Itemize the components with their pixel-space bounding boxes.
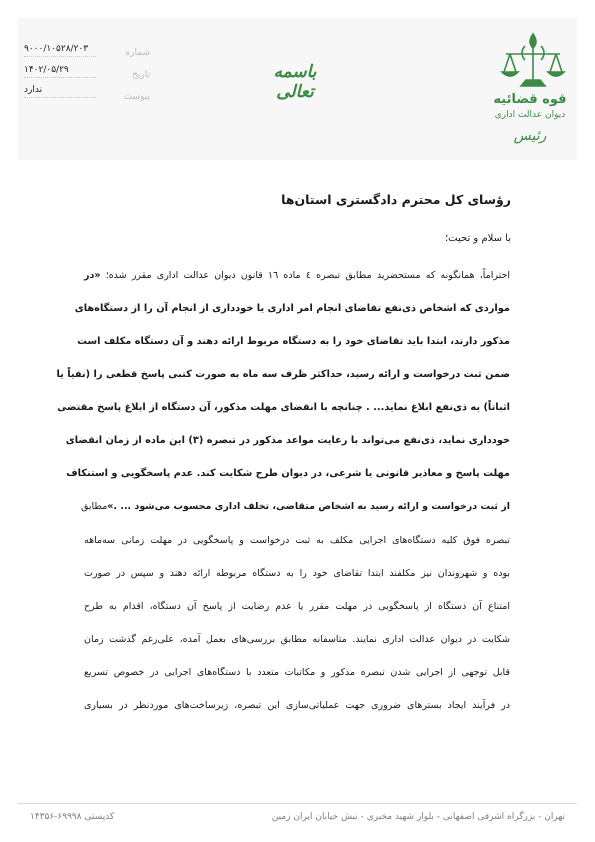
organization-name: قوه قضائیه	[493, 92, 567, 107]
attachment-value: ندارد	[24, 85, 43, 95]
date-dotted-line	[24, 77, 96, 78]
body-line-8: از ثبت درخواست و ارائه رسید به اشخاص متقاضی، تخلف اداری محسوب می‌شود ... .»مطابق	[80, 501, 510, 512]
number-dotted-line	[24, 56, 96, 57]
body-line-6: خودداری نماید، ذی‌نفع می‌تواند با رعایت مواعد مذکور در تبصره (۳) این ماده از زمان انقضای	[65, 435, 510, 446]
footer-address: تهران - بزرگراه اشرفی اصفهانی - بلوار شهید مخبری - نبش خیابان ایران زمین	[271, 812, 565, 822]
date-value: ۱۴۰۲/۰۵/۲۹	[24, 65, 69, 75]
body-line-2: مواردی که اشخاص ذی‌نفع تقاضای انجام امر اداری یا خودداری از انجام آن را از دستگاه‌های	[74, 303, 510, 314]
body-line-11: امتناع آن دستگاه از پاسخگویی در مهلت مقرر یا عدم رضایت از پاسخ آن دستگاه، اقدام به طرح	[84, 601, 510, 612]
body-line-4: ضمن ثبت درخواست و ارائه رسید، حداکثر ظرف سه ماه به صورت کتبی پاسخ قطعی را (نفیاً یا	[56, 369, 510, 380]
body-line-3: مذکور دارند، ابتدا باید تقاضای خود را به دستگاه مربوط ارائه دهند و آن دستگاه مکلف است	[77, 336, 510, 347]
number-label: شماره	[125, 48, 150, 58]
footer-divider	[18, 803, 577, 804]
body-line-12: شکایت در دیوان عدالت اداری نمایند. متاسفانه مطابق بررسی‌های بعمل آمده، علی‌رغم گذشت زمان	[84, 634, 510, 645]
attachment-dotted-line	[24, 97, 96, 98]
number-value: ۹۰۰۰/۱۰۵۲۸/۲۰۳	[24, 44, 89, 54]
body-line-13: قابل توجهی از اجرایی شدن تبصره مذکور و مکاتبات متعدد با دستگاه‌های اجرایی در خصوص تسریع	[84, 667, 510, 678]
addressee: رؤسای کل محترم دادگستری استان‌ها	[281, 192, 511, 207]
greeting: با سلام و تحیت؛	[445, 233, 511, 244]
body-line-14: در فرآیند ایجاد بسترهای ضروری جهت عملیاتی‌سازی این تبصره، زیرساخت‌های موردنظر در بسیاری	[84, 700, 510, 711]
date-label: تاریخ	[132, 70, 150, 80]
body-line-5: اثباتاً) به ذی‌نفع ابلاغ نماید... . چنانچه با انقضای مهلت مذکور، آن دستگاه از ابلاغ پاسخ مقتضی	[57, 402, 510, 413]
body-line-10: بوده و شهروندان نیز مکلفند ابتدا تقاضای خود را به دستگاه مربوطه ارائه دهند و سپس در صورت	[84, 568, 510, 579]
body-line-1: احتراماً، همانگونه که مستحضرید مطابق تبصره ٤ ماده ١٦ قانون دیوان عدالت اداری مقرر شده؛ «در	[84, 270, 511, 281]
body-line-7: مهلت پاسخ و معاذیر قانونی یا شرعی، در دیوان طرح شکایت کند. عدم پاسخگویی و استنکاف	[66, 468, 510, 479]
body-line-9: تبصره فوق کلیه دستگاه‌های اجرایی مکلف به ثبت درخواست و پاسخگویی در مهلت زمانی سه‌ماهه	[84, 535, 510, 546]
footer-postal-code: کدپستی ۶۹۹۹۸-۱۴۳۵۶	[30, 812, 115, 822]
attachment-label: پیوست	[123, 92, 150, 102]
invocation: باسمه تعالی	[273, 62, 317, 102]
position-title: رئیس	[513, 128, 547, 144]
department-name: دیوان عدالت اداری	[494, 110, 566, 120]
